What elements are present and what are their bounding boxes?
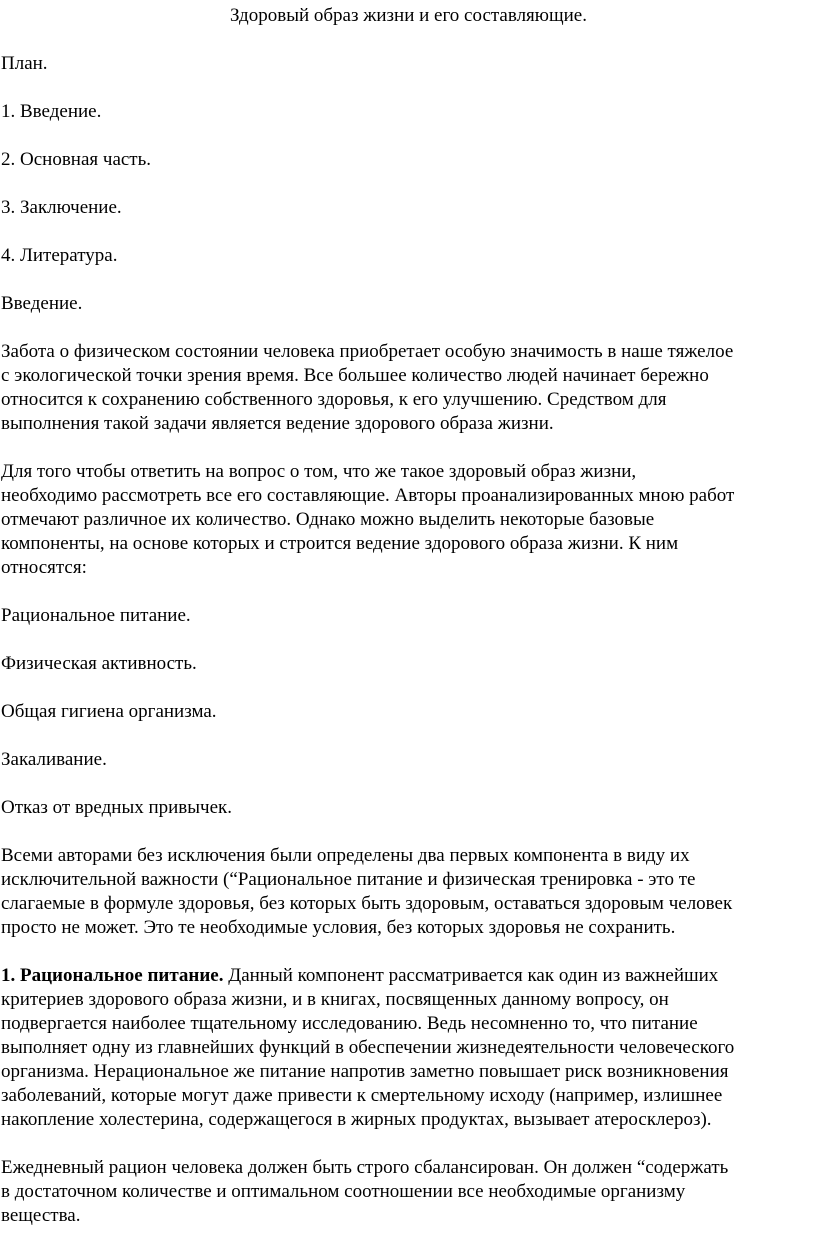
text-line: с экологической точки зрения время. Все большее количество людей начинает бережно xyxy=(1,365,709,386)
text-line: относятся: xyxy=(1,557,87,578)
document-title: Здоровый образ жизни и его составляющие. xyxy=(230,5,587,26)
text-line: подвергается наиболее тщательному исследованию. Ведь несомненно то, что питание xyxy=(1,1013,698,1034)
component-item: Рациональное питание. xyxy=(1,605,191,626)
text-line: Для того чтобы ответить на вопрос о том, что же такое здоровый образ жизни, xyxy=(1,461,637,482)
text-line: накопление холестерина, содержащегося в жирных продуктах, вызывает атеросклероз). xyxy=(1,1109,712,1130)
section-heading-nutrition: 1. Рациональное питание. xyxy=(1,965,224,986)
component-item: Отказ от вредных привычек. xyxy=(1,797,233,818)
text-line: просто не может. Это те необходимые условия, без которых здоровья не сохранить. xyxy=(1,917,676,938)
text-line: исключительной важности (“Рациональное питание и физическая тренировка - это те xyxy=(1,869,696,890)
plan-item: 3. Заключение. xyxy=(1,197,122,218)
component-item: Физическая активность. xyxy=(1,653,197,674)
text-line: относится к сохранению собственного здоровья, к его улучшению. Средством для xyxy=(1,389,667,410)
text-line: в достаточном количестве и оптимальном соотношении все необходимые организму xyxy=(1,1181,686,1202)
text-line: необходимо рассмотреть все его составляющие. Авторы проанализированных мною работ xyxy=(1,485,735,506)
text-line xyxy=(1,964,816,988)
text-line: отмечают различное их количество. Однако можно выделить некоторые базовые xyxy=(1,509,655,530)
intro-heading: Введение. xyxy=(1,293,83,314)
paragraph-intro xyxy=(1,340,816,436)
text-line: компоненты, на основе которых и строится ведение здорового образа жизни. К ним xyxy=(1,533,679,554)
text-line: организма. Нерациональное же питание напротив заметно повышает риск возникновения xyxy=(1,1061,729,1082)
paragraph-components-intro xyxy=(1,460,816,580)
text-line: слагаемые в формуле здоровья, без которых быть здоровым, оставаться здоровым человек xyxy=(1,893,733,914)
plan-item: 1. Введение. xyxy=(1,101,102,122)
text-line: выполняет одну из главнейших функций в обеспечении жизнедеятельности человеческого xyxy=(1,1037,735,1058)
paragraph-nutrition xyxy=(1,964,816,1132)
paragraph-ration xyxy=(1,1156,816,1228)
component-item: Закаливание. xyxy=(1,749,107,770)
text-line: заболеваний, которые могут даже привести к смертельному исходу (например, излишнее xyxy=(1,1085,723,1106)
text-line: выполнения такой задачи является ведение здорового образа жизни. xyxy=(1,413,554,434)
plan-heading: План. xyxy=(1,53,48,74)
text-line: вещества. xyxy=(1,1205,81,1226)
text-line: Забота о физическом состоянии человека приобретает особую значимость в наше тяжелое xyxy=(1,341,734,362)
text-line: критериев здорового образа жизни, и в книгах, посвященных данному вопросу, он xyxy=(1,989,669,1010)
paragraph-authors xyxy=(1,844,816,940)
text-fragment: Данный компонент рассматривается как один из важнейших xyxy=(223,965,719,986)
plan-item: 2. Основная часть. xyxy=(1,149,152,170)
text-line: Ежедневный рацион человека должен быть строго сбалансирован. Он должен “содержать xyxy=(1,1157,729,1178)
text-line: Всеми авторами без исключения были определены два первых компонента в виду их xyxy=(1,845,690,866)
component-item: Общая гигиена организма. xyxy=(1,701,217,722)
plan-item: 4. Литература. xyxy=(1,245,118,266)
